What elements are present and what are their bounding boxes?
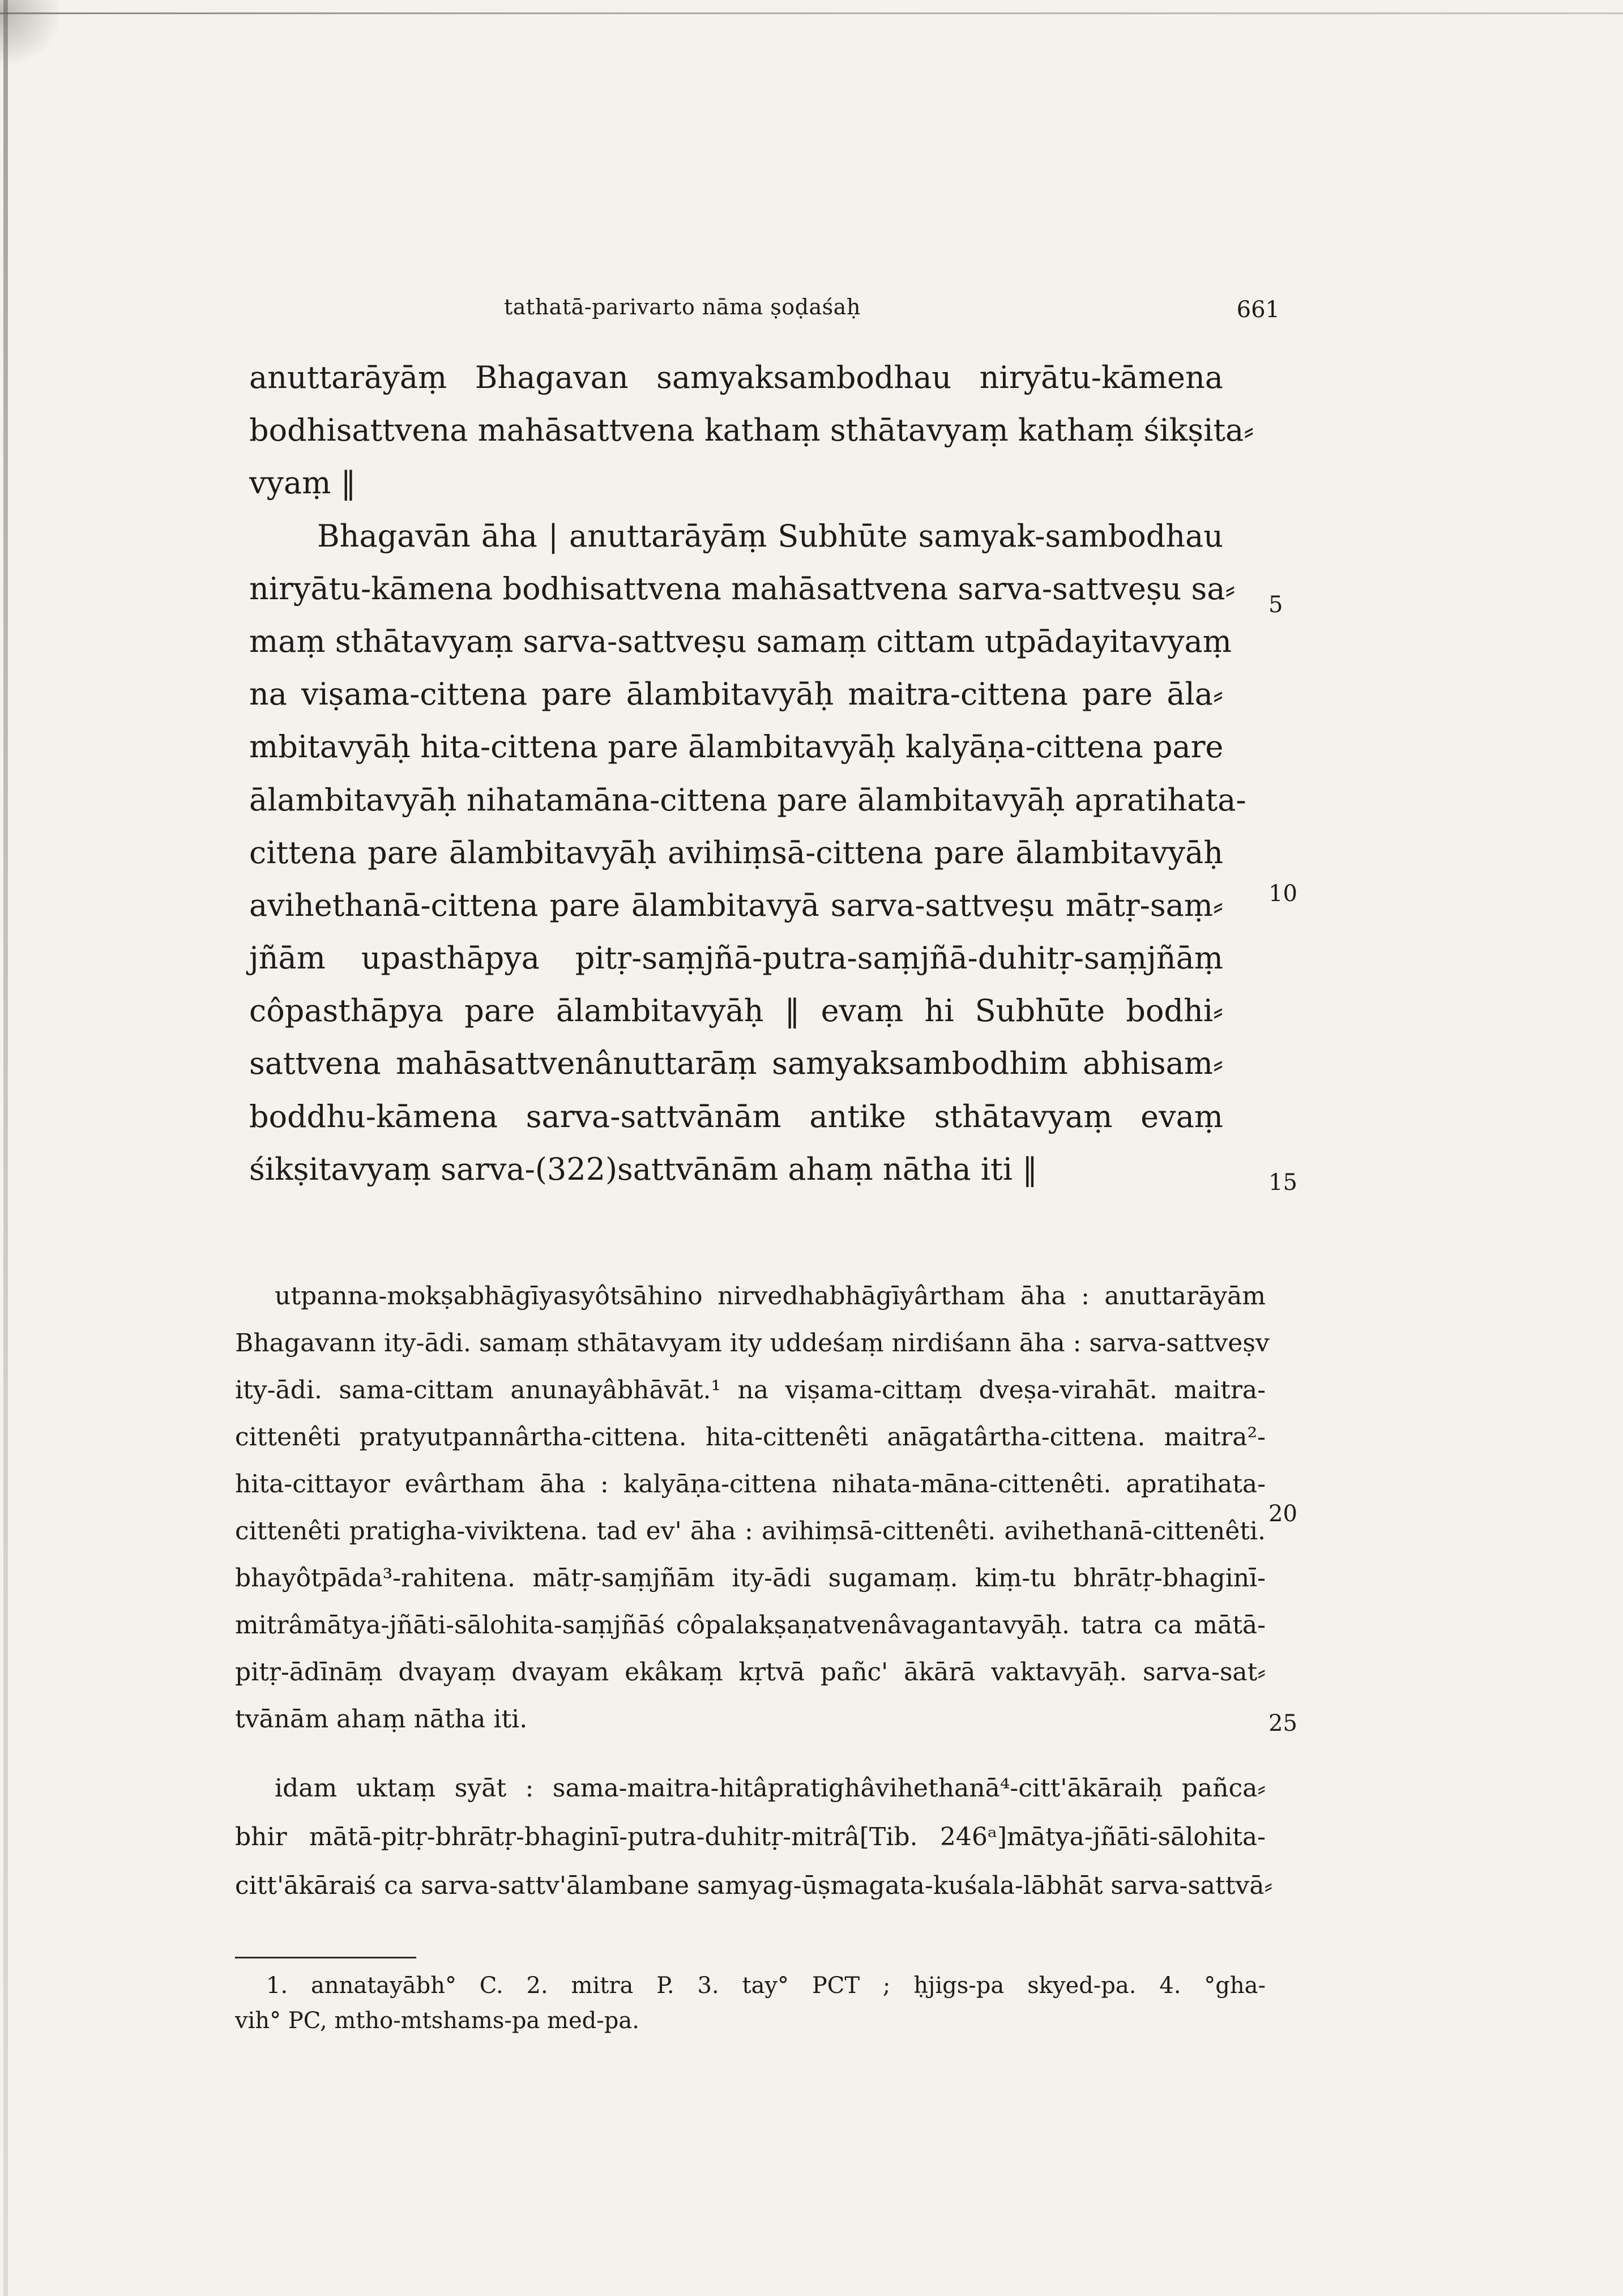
main-line: niryātu-kāmena bodhisattvena mahāsattvena sarva-sattveṣu sa⸗ bbox=[249, 570, 1236, 607]
commentary-line: pitṛ-ādīnāṃ dvayaṃ dvayam ekâkaṃ kṛtvā pañc' ākārā vaktavyāḥ. sarva-sat⸗ bbox=[235, 1658, 1266, 1687]
main-line: śikṣitavyaṃ sarva-(322)sattvānām ahaṃ nātha iti ‖ bbox=[249, 1151, 1038, 1187]
main-line: maṃ sthātavyaṃ sarva-sattveṣu samaṃ cittam utpādayitavyaṃ bbox=[249, 623, 1232, 659]
commentary-line: cittenêti pratigha-viviktena. tad ev' āha : avihiṃsā-cittenêti. avihethanā-cittenêti. bbox=[235, 1517, 1266, 1546]
page-number: 661 bbox=[1236, 297, 1280, 323]
footnote-rule bbox=[235, 1957, 416, 1958]
commentary-text bbox=[235, 1273, 1270, 1743]
main-line: Bhagavān āha | anuttarāyāṃ Subhūte samyak-sambodhau bbox=[317, 518, 1223, 554]
footnotes bbox=[235, 1968, 1266, 2038]
margin-line-numbers bbox=[1268, 0, 1336, 2296]
line-number: 5 bbox=[1268, 592, 1283, 618]
footnote-line: vih° PC, mtho-mtshams-pa med-pa. bbox=[235, 2008, 639, 2034]
main-line: cittena pare ālambitavyāḥ avihiṃsā-cittena pare ālambitavyāḥ bbox=[249, 834, 1223, 870]
main-sanskrit-text bbox=[249, 351, 1254, 1196]
commentary-line: bhir mātā-pitṛ-bhrātṛ-bhaginī-putra-duhitṛ-mitrâ[Tib. 246ᵃ]mātya-jñāti-sālohita- bbox=[235, 1823, 1266, 1851]
main-line: bodhisattvena mahāsattvena kathaṃ sthātavyaṃ kathaṃ śikṣita⸗ bbox=[249, 412, 1254, 449]
main-line: vyaṃ ‖ bbox=[249, 465, 356, 501]
main-line: mbitavyāḥ hita-cittena pare ālambitavyāḥ kalyāṇa-cittena pare bbox=[249, 729, 1224, 765]
main-line: ālambitavyāḥ nihatamāna-cittena pare ālambitavyāḥ apratihata- bbox=[249, 782, 1246, 818]
line-number: 20 bbox=[1268, 1501, 1297, 1527]
commentary-line: tvānām ahaṃ nātha iti. bbox=[235, 1705, 528, 1734]
page-header bbox=[249, 295, 1280, 340]
main-line: boddhu-kāmena sarva-sattvānām antike sthātavyaṃ evaṃ bbox=[249, 1098, 1223, 1134]
main-line: côpasthāpya pare ālambitavyāḥ ‖ evaṃ hi Subhūte bodhi⸗ bbox=[249, 993, 1223, 1029]
commentary-line: bhayôtpāda³-rahitena. mātṛ-saṃjñām ity-ādi sugamaṃ. kiṃ-tu bhrātṛ-bhaginī- bbox=[235, 1564, 1266, 1593]
footnote-line: 1. annatayābh° C. 2. mitra P. 3. tay° PCT ; ḥjigs-pa skyed-pa. 4. °gha- bbox=[266, 1973, 1266, 1999]
commentary-line: idam uktaṃ syāt : sama-maitra-hitâpratighâvihethanā⁴-citt'ākāraiḥ pañca⸗ bbox=[275, 1774, 1266, 1803]
scan-shadow-corner bbox=[0, 0, 62, 68]
main-line: anuttarāyāṃ Bhagavan samyaksambodhau niryātu-kāmena bbox=[249, 360, 1223, 395]
commentary-paragraph-2 bbox=[235, 1764, 1273, 1910]
commentary-line: Bhagavann ity-ādi. samaṃ sthātavyam ity uddeśaṃ nirdiśann āha : sarva-sattveṣv bbox=[235, 1329, 1270, 1358]
line-number: 25 bbox=[1268, 1710, 1297, 1736]
line-number: 15 bbox=[1268, 1170, 1297, 1196]
main-line: na viṣama-cittena pare ālambitavyāḥ maitra-cittena pare āla⸗ bbox=[249, 676, 1223, 712]
commentary-line: mitrâmātya-jñāti-sālohita-saṃjñāś côpalakṣaṇatvenâvagantavyāḥ. tatra ca mātā- bbox=[235, 1611, 1266, 1640]
commentary-line: cittenêti pratyutpannârtha-cittena. hita-cittenêti anāgatârtha-cittena. maitra²- bbox=[235, 1423, 1266, 1452]
commentary-line: hita-cittayor evârtham āha : kalyāṇa-cittena nihata-māna-cittenêti. apratihata- bbox=[235, 1470, 1266, 1499]
line-number: 10 bbox=[1268, 881, 1297, 907]
main-line: avihethanā-cittena pare ālambitavyā sarva-sattveṣu mātṛ-saṃ⸗ bbox=[249, 887, 1223, 923]
commentary-line: citt'ākāraiś ca sarva-sattv'ālambane samyag-ūṣmagata-kuśala-lābhāt sarva-sattvā⸗ bbox=[235, 1871, 1273, 1900]
running-title: tathatā-parivarto nāma ṣoḍaśaḥ bbox=[504, 295, 861, 319]
main-line: jñām upasthāpya pitṛ-saṃjñā-putra-saṃjñā-duhitṛ-saṃjñāṃ bbox=[249, 940, 1223, 976]
commentary-line: utpanna-mokṣabhāgīyasyôtsāhino nirvedhabhāgīyârtham āha : anuttarāyām bbox=[275, 1282, 1266, 1311]
scan-top-edge bbox=[0, 12, 1623, 14]
main-line: sattvena mahāsattvenânuttarāṃ samyaksambodhim abhisam⸗ bbox=[249, 1045, 1223, 1082]
commentary-line: ity-ādi. sama-cittam anunayâbhāvāt.¹ na viṣama-cittaṃ dveṣa-virahāt. maitra- bbox=[235, 1376, 1266, 1405]
scan-left-edge bbox=[3, 0, 8, 2296]
